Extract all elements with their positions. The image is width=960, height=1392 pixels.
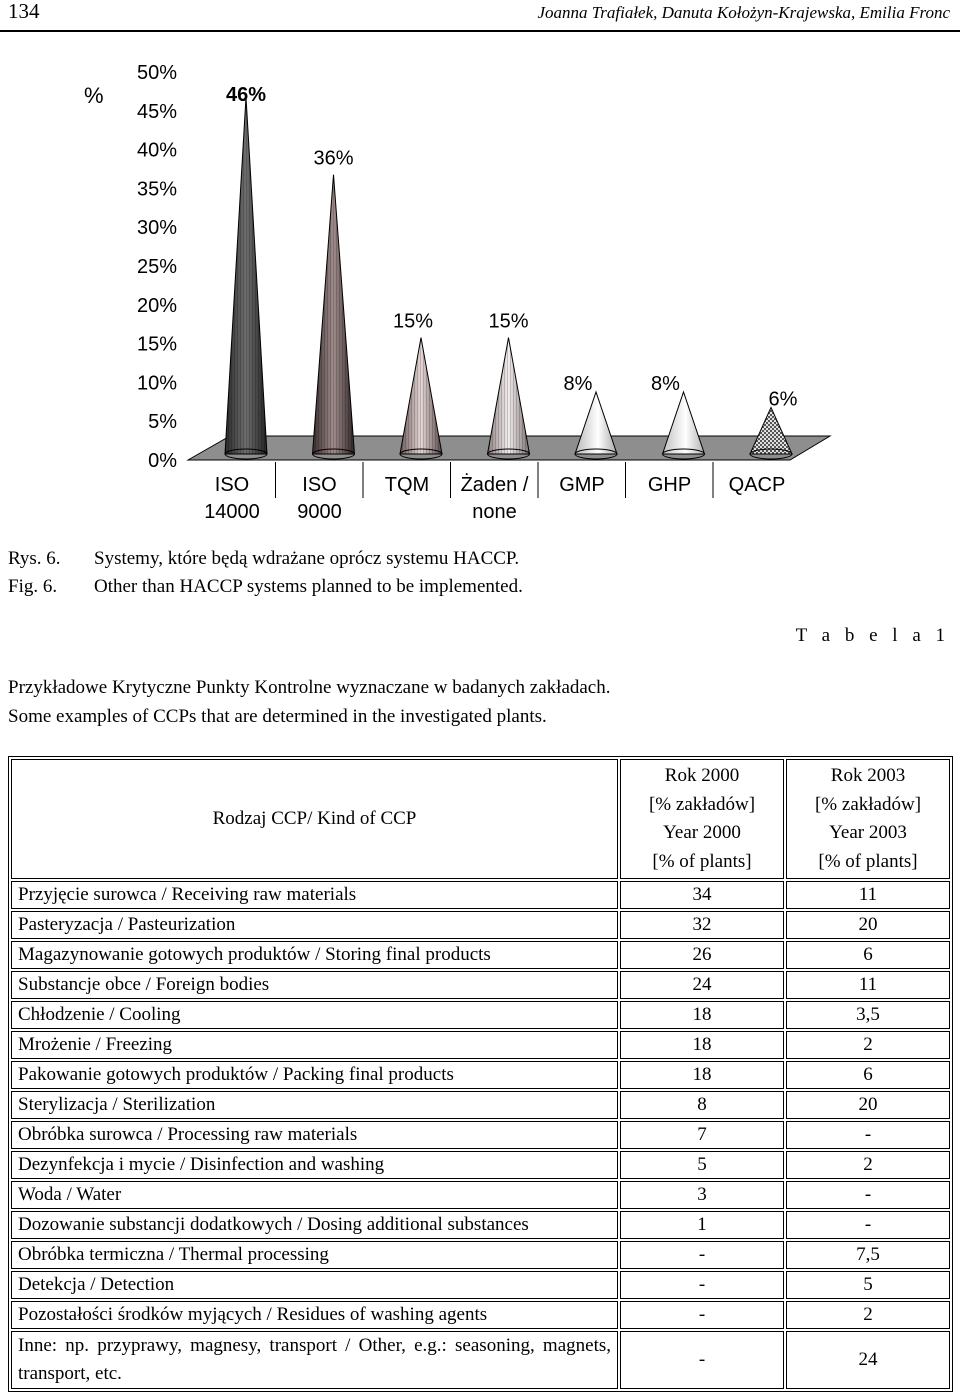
page-header xyxy=(0,0,960,32)
x-tick-label: 9000 xyxy=(297,501,342,523)
value-2000-cell: 18 xyxy=(620,1031,784,1059)
header-kind: Rodzaj CCP/ Kind of CCP xyxy=(11,759,618,879)
caption-tag-en: Fig. 6. xyxy=(8,576,58,597)
value-2003-cell: 11 xyxy=(786,971,950,999)
table-row xyxy=(11,971,950,999)
data-label: 8% xyxy=(563,372,593,395)
value-2003-cell: - xyxy=(786,1211,950,1239)
y-tick-label: 25% xyxy=(136,256,177,278)
table-row xyxy=(11,1271,950,1299)
header-line: Year 2000 xyxy=(663,822,741,843)
value-2000-cell: - xyxy=(620,1301,784,1329)
value-2000-cell: - xyxy=(620,1271,784,1299)
cone-texture xyxy=(488,338,530,454)
value-2000-cell: 32 xyxy=(620,911,784,939)
table-title-en: Some examples of CCPs that are determined in the investigated plants. xyxy=(8,706,547,727)
header-line: [% of plants] xyxy=(818,850,918,872)
cone-chart xyxy=(0,36,960,526)
y-tick-label: 20% xyxy=(136,294,177,317)
ccp-kind-cell: Dezynfekcja i mycie / Disinfection and washing xyxy=(11,1151,618,1179)
x-tick-label: GMP xyxy=(559,474,605,496)
value-2000-cell: 18 xyxy=(620,1061,784,1089)
value-2000-cell: 7 xyxy=(620,1121,784,1149)
header-line: [% zakładów] xyxy=(648,793,756,815)
table-row xyxy=(11,1091,950,1119)
table-row xyxy=(11,1151,950,1179)
x-tick-label: ISO xyxy=(302,474,337,496)
value-2000-cell: 18 xyxy=(620,1001,784,1029)
table-row xyxy=(11,1241,950,1269)
value-2000-cell: 1 xyxy=(620,1211,784,1239)
figure-caption-pl xyxy=(8,545,519,573)
header-year-2003 xyxy=(786,759,950,879)
ccp-kind-cell: Sterylizacja / Sterilization xyxy=(11,1091,618,1119)
cone-bar xyxy=(663,392,705,454)
header-line: [% zakładów] xyxy=(814,793,922,815)
table-row xyxy=(11,941,950,969)
table-row xyxy=(11,1211,950,1239)
table-label: T a b e l a 1 xyxy=(795,625,950,646)
table-row xyxy=(11,1001,950,1029)
ccp-kind-cell: Obróbka termiczna / Thermal processing xyxy=(11,1241,618,1269)
ccp-kind-cell: Mrożenie / Freezing xyxy=(11,1031,618,1059)
ccp-kind-cell: Pasteryzacja / Pasteurization xyxy=(11,911,618,939)
table-row xyxy=(11,1331,950,1389)
data-label: 8% xyxy=(651,372,680,395)
value-2003-cell: 2 xyxy=(786,1151,950,1179)
y-tick-label: 35% xyxy=(136,178,177,201)
x-tick-label: GHP xyxy=(647,474,692,496)
data-label: 15% xyxy=(392,310,434,333)
y-axis-label: % xyxy=(84,83,104,108)
data-label: 46% xyxy=(225,84,267,107)
table-row xyxy=(11,881,950,909)
cone-texture xyxy=(313,175,355,454)
header-line: [% of plants] xyxy=(652,850,752,872)
value-2000-cell: - xyxy=(620,1241,784,1269)
value-2003-cell: 11 xyxy=(786,881,950,909)
value-2000-cell: 8 xyxy=(620,1091,784,1119)
value-2003-cell: 20 xyxy=(786,911,950,939)
y-tick-label: 15% xyxy=(136,333,177,356)
ccp-kind-cell: Substancje obce / Foreign bodies xyxy=(11,971,618,999)
value-2003-cell: 20 xyxy=(786,1091,950,1119)
value-2000-cell: 3 xyxy=(620,1181,784,1209)
value-2003-cell: 3,5 xyxy=(786,1001,950,1029)
x-tick-label: QACP xyxy=(728,474,786,496)
page-number: 134 xyxy=(8,0,40,23)
header-year-2000 xyxy=(620,759,784,879)
x-tick-label: Żaden / xyxy=(460,474,529,496)
table-row xyxy=(11,1181,950,1209)
x-tick-label: none xyxy=(472,501,517,523)
caption-text-pl: Systemy, które będą wdrażane oprócz systemu HACCP. xyxy=(94,548,520,569)
header-line: Rok 2000 xyxy=(664,765,740,786)
table-row xyxy=(11,1031,950,1059)
table-row xyxy=(11,1121,950,1149)
ccp-kind-cell: Pakowanie gotowych produktów / Packing final products xyxy=(11,1061,618,1089)
y-tick-label: 0% xyxy=(148,450,177,472)
x-tick-label: ISO xyxy=(214,474,250,496)
value-2000-cell: - xyxy=(620,1331,784,1389)
y-tick-label: 30% xyxy=(136,217,177,240)
y-tick-label: 10% xyxy=(136,372,177,395)
caption-text-en: Other than HACCP systems planned to be implemented. xyxy=(94,576,523,597)
ccp-kind-cell: Inne: np. przyprawy, magnesy, transport / Other, e.g.: seasoning, magnets, transport, etc. xyxy=(11,1331,618,1389)
ccp-kind-cell: Przyjęcie surowca / Receiving raw materials xyxy=(11,881,618,909)
ccp-kind-cell: Obróbka surowca / Processing raw materials xyxy=(11,1121,618,1149)
value-2000-cell: 24 xyxy=(620,971,784,999)
header-line: Rok 2003 xyxy=(830,765,906,786)
value-2003-cell: - xyxy=(786,1181,950,1209)
value-2003-cell: 2 xyxy=(786,1031,950,1059)
cone-bar xyxy=(575,392,617,454)
ccp-kind-cell: Pozostałości środków myjących / Residues of washing agents xyxy=(11,1301,618,1329)
figure-caption-en xyxy=(8,573,523,601)
table-row xyxy=(11,1301,950,1329)
value-2000-cell: 5 xyxy=(620,1151,784,1179)
ccp-kind-cell: Magazynowanie gotowych produktów / Storing final products xyxy=(11,941,618,969)
x-tick-label: 14000 xyxy=(204,501,260,523)
y-tick-label: 50% xyxy=(136,62,177,84)
table-header-row xyxy=(11,759,950,879)
y-tick-label: 45% xyxy=(136,100,177,123)
value-2003-cell: - xyxy=(786,1121,950,1149)
cone-texture xyxy=(400,338,442,454)
table-row xyxy=(11,911,950,939)
value-2003-cell: 2 xyxy=(786,1301,950,1329)
y-tick-label: 5% xyxy=(148,411,177,434)
data-label: 36% xyxy=(313,147,354,170)
value-2000-cell: 34 xyxy=(620,881,784,909)
running-authors: Joanna Trafiałek, Danuta Kołożyn-Krajewska, Emilia Fronc xyxy=(537,3,950,22)
ccp-kind-cell: Dozowanie substancji dodatkowych / Dosing additional substances xyxy=(11,1211,618,1239)
value-2003-cell: 7,5 xyxy=(786,1241,950,1269)
table-row xyxy=(11,1061,950,1089)
cone-texture xyxy=(225,97,267,454)
ccp-kind-cell: Woda / Water xyxy=(11,1181,618,1209)
cone-bar xyxy=(750,407,792,454)
caption-tag-pl: Rys. 6. xyxy=(8,548,61,569)
value-2003-cell: 5 xyxy=(786,1271,950,1299)
data-label: 15% xyxy=(488,310,529,333)
ccp-table xyxy=(8,756,953,1392)
value-2000-cell: 26 xyxy=(620,941,784,969)
y-tick-label: 40% xyxy=(136,139,177,162)
value-2003-cell: 24 xyxy=(786,1331,950,1389)
ccp-kind-cell: Chłodzenie / Cooling xyxy=(11,1001,618,1029)
data-label: 6% xyxy=(768,388,798,411)
x-tick-label: TQM xyxy=(384,474,430,496)
value-2003-cell: 6 xyxy=(786,1061,950,1089)
value-2003-cell: 6 xyxy=(786,941,950,969)
ccp-kind-cell: Detekcja / Detection xyxy=(11,1271,618,1299)
header-line: Year 2003 xyxy=(829,822,907,843)
table-title-pl: Przykładowe Krytyczne Punkty Kontrolne wyznaczane w badanych zakładach. xyxy=(8,677,611,698)
